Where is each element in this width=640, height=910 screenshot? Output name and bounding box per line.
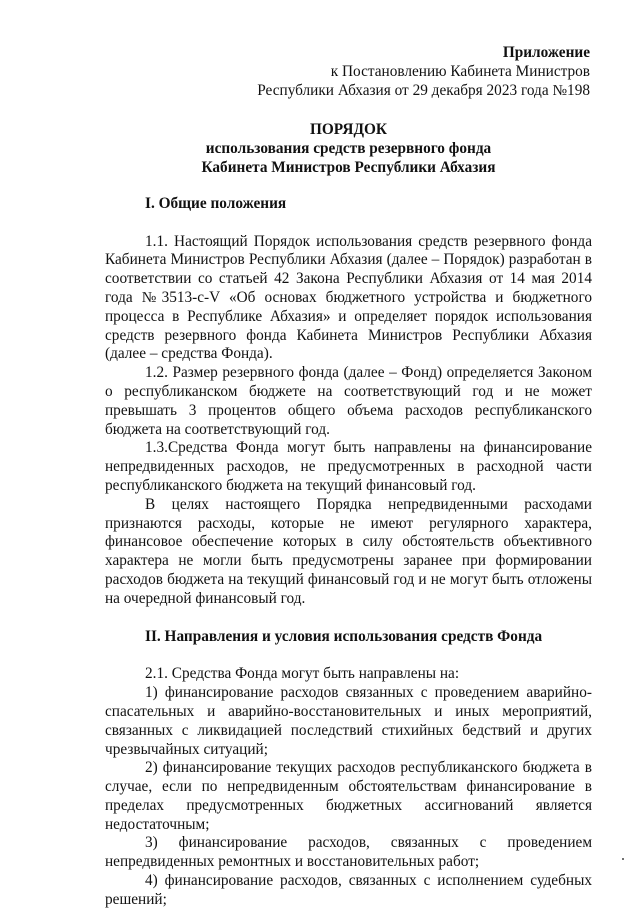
section-2-body xyxy=(105,665,592,909)
section-2-heading: II. Направления и условия использования средств Фонда xyxy=(145,627,543,645)
list-item-1: 1) финансирование расходов связанных с проведением аварийно-спасательных и аварийно-восстановительных и иных мероприятий, связанных с ликвидацией последствий стихийных бедствий и других чрезвычайных ситуаций; xyxy=(105,684,592,758)
appendix-line-1: к Постановлению Кабинета Министров xyxy=(330,62,590,80)
document-subtitle-line-1: использования средств резервного фонда xyxy=(205,140,492,158)
appendix-title: Приложение xyxy=(502,44,590,61)
list-item-4: 4) финансирование расходов, связанных с исполнением судебных решений; xyxy=(105,872,592,908)
paragraph-unforeseen-expenses: В целях настоящего Порядка непредвиденными расходами признаются расходы, которые не имеют регулярного характера, финансовое обеспечение которых в силу обстоятельств объективного характера не могли быть предусмотрены заранее при формировании расходов бюджета на текущий финансовый год и не могут быть отложены на очередной финансовый год. xyxy=(105,495,592,607)
scan-speck xyxy=(622,858,624,860)
document-title-block xyxy=(105,121,592,177)
appendix-block xyxy=(105,44,590,100)
list-item-2: 2) финансирование текущих расходов республиканского бюджета в случае, если по непредвиденным обстоятельствам финансирование в пределах предусмотренных бюджетных ассигнований является недостаточным; xyxy=(105,759,592,833)
paragraph-1-2: 1.2. Размер резервного фонда (далее – Фонд) определяется Законом о республиканском бюджете на соответствующий год и не может превышать 3 процентов общего объема расходов республиканского бюджета на соответствующий год. xyxy=(105,364,592,438)
paragraph-1-1: 1.1. Настоящий Порядок использования средств резервного фонда Кабинета Министров Республики Абхазия (далее – Порядок) разработан в соответствии со статьей 42 Закона Республики Абхазия от 14 мая 2014 года №3513-с-V «Об основах бюджетного устройства и бюджетного процесса в Республике Абхазия» и определяет порядок использования средств резервного фонда Кабинета Министров Республики Абхазия (далее – средства Фонда). xyxy=(105,232,592,363)
document-title: ПОРЯДОК xyxy=(310,121,387,139)
document-subtitle-line-2: Кабинета Министров Республики Абхазия xyxy=(201,158,496,176)
paragraph-2-1: 2.1. Средства Фонда могут быть направлены на: xyxy=(145,665,460,683)
paragraph-1-3: 1.3.Средства Фонда могут быть направлены на финансирование непредвиденных расходов, не предусмотренных в расходной части республиканского бюджета на текущий финансовый год. xyxy=(105,439,592,494)
section-1-body xyxy=(105,233,592,609)
list-item-3: 3) финансирование расходов, связанных с проведением непредвиденных ремонтных и восстановительных работ; xyxy=(105,834,592,871)
section-1-heading: I. Общие положения xyxy=(145,194,287,212)
appendix-line-2: Республики Абхазия от 29 декабря 2023 года №198 xyxy=(257,81,590,99)
